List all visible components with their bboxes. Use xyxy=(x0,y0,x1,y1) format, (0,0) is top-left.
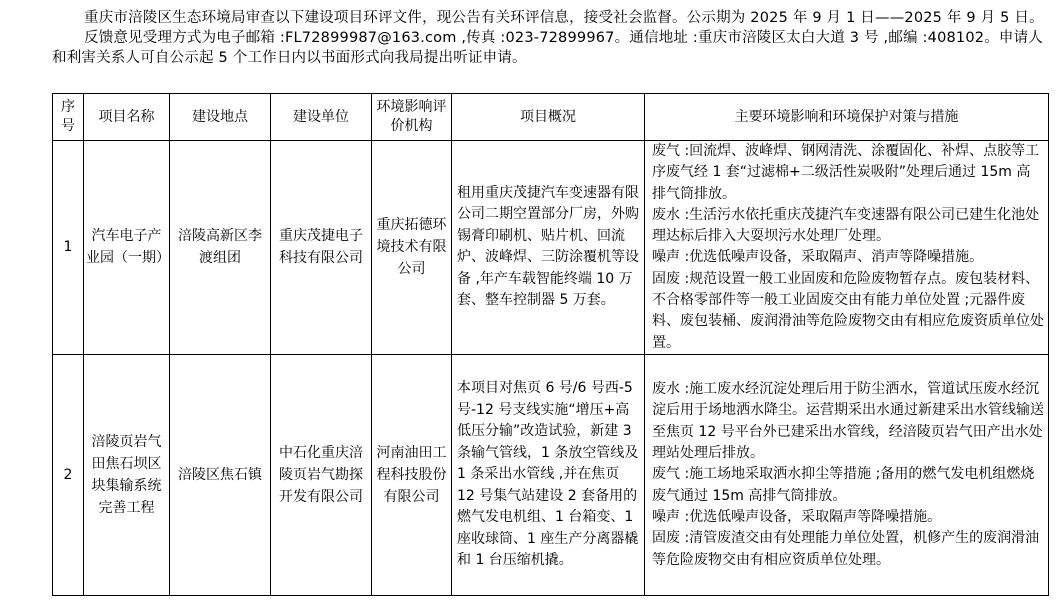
announcement-paragraph-2: 反馈意见受理方式为电子邮箱 :FL72899987@163.com ,传真 :023-72899967。通信地址 :重庆市涪陵区太白大道 3 号 ,邮编 :408102。申请人和利害关系人可自公示起 5 个工作日内以书面形式向我局提出听证申请。 xyxy=(52,30,1043,66)
measure-exhaust: 废气 :施工场地采取洒水抑尘等措施 ;备用的燃气发电机组燃烧废气通过 15m 高排气筒排放。 xyxy=(652,466,1035,504)
cell-project-summary: 租用重庆茂捷汽车变速器有限公司二期空置部分厂房，外购锡膏印刷机、贴片机、回流炉、波峰焊、三防涂覆机等设备 ,年产车载智能终端 10 万套、整车控制器 5 万套。 xyxy=(452,141,645,355)
header-seq: 序号 xyxy=(53,94,84,141)
header-environmental-measures: 主要环境影响和环境保护对策与措施 xyxy=(645,94,1049,141)
cell-eia-agency: 河南油田工程科技股份有限公司 xyxy=(372,354,452,595)
header-construction-unit: 建设单位 xyxy=(271,94,372,141)
project-table xyxy=(52,93,1049,596)
cell-construction-unit: 重庆茂捷电子科技有限公司 xyxy=(271,141,372,355)
announcement-text xyxy=(52,8,1048,68)
header-project-summary: 项目概况 xyxy=(452,94,645,141)
cell-environmental-measures xyxy=(645,141,1049,355)
table-row xyxy=(53,141,1049,355)
header-location: 建设地点 xyxy=(170,94,271,141)
cell-project-summary: 本项目对焦页 6 号/6 号西-5 号-12 号支线实施“增压+高低压分输”改造试验，新建 3 条输气管线，1 条放空管线及 1 条采出水管线 ,并在焦页 12 号集气站建设 2 套备用的燃气发电机组、1 台箱变、1 座收球筒、1 座生产分离器橇和 1 台压缩机撬。 xyxy=(452,354,645,595)
cell-construction-unit: 中石化重庆涪陵页岩气勘探开发有限公司 xyxy=(271,354,372,595)
cell-location: 涪陵区焦石镇 xyxy=(170,354,271,595)
header-project-name: 项目名称 xyxy=(84,94,170,141)
measure-solid-waste: 固废 :清管废渣交由有处理能力单位处置，机修产生的废润滑油等危险废物交由有相应资质单位处理。 xyxy=(652,530,1040,568)
cell-project-name: 汽车电子产业园（一期） xyxy=(84,141,170,355)
table-header-row xyxy=(53,94,1049,141)
announcement-paragraph-1: 重庆市涪陵区生态环境局审查以下建设项目环评文件，现公告有关环评信息，接受社会监督。公示期为 2025 年 9 月 1 日——2025 年 9 月 5 日。 xyxy=(84,10,1044,26)
measure-wastewater: 废水 :生活污水依托重庆茂捷汽车变速器有限公司已建生化池处理达标后排入大耍坝污水处理厂处理。 xyxy=(652,206,1040,245)
measure-noise: 噪声 :优选低噪声设备，采取隔声等降噪措施。 xyxy=(652,508,942,525)
header-eia-agency: 环境影响评价机构 xyxy=(372,94,452,141)
cell-eia-agency: 重庆拓德环境技术有限公司 xyxy=(372,141,452,355)
cell-environmental-measures xyxy=(645,354,1049,595)
table-row xyxy=(53,354,1049,595)
measure-exhaust: 废气 :回流焊、波峰焊、钢网清洗、涂覆固化、补焊、点胶等工序废气经 1 套“过滤棉+二级活性炭吸附”处理后通过 15m 高排气筒排放。 xyxy=(652,143,1040,202)
cell-seq: 1 xyxy=(53,141,84,355)
cell-seq: 2 xyxy=(53,354,84,595)
measure-wastewater: 废水 :施工废水经沉淀处理后用于防尘洒水，管道试压废水经沉淀后用于场地洒水降尘。运营期采出水通过新建采出水管线输送至焦页 12 号平台外已建采出水管线，经涪陵页岩气田产出水处理站处理后排放。 xyxy=(652,381,1044,462)
measure-noise: 噪声 :优选低噪声设备，采取隔声、消声等降噪措施。 xyxy=(652,249,984,266)
measure-solid-waste: 固废 :规范设置一般工业固废和危险废物暂存点。废包装材料、不合格零部件等一般工业固废交由有能力单位处置 ;元器件废料、废包装桶、废润滑油等危险废物交由有相应危废资质单位处置。 xyxy=(652,270,1044,351)
cell-project-name: 涪陵页岩气田焦石坝区块集输系统完善工程 xyxy=(84,354,170,595)
cell-location: 涪陵高新区李渡组团 xyxy=(170,141,271,355)
